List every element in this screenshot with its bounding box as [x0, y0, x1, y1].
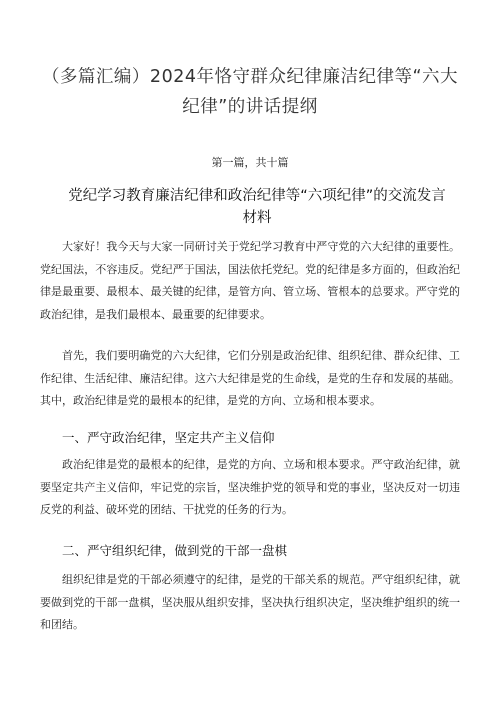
section-label: 第一篇，共十篇 — [211, 156, 289, 169]
section-heading: 二、严守组织纪律，做到党的干部一盘棋 — [62, 543, 288, 558]
document-title: （多篇汇编）2024年恪守群众纪律廉洁纪律等“六大纪律”的讲话提纲 — [41, 67, 459, 117]
article-subtitle: 党纪学习教育廉洁纪律和政治纪律等“六项纪律”的交流发言材料 — [68, 188, 446, 226]
intro-paragraph: 大家好！我今天与大家一同研讨关于党纪学习教育中严守党的六大纪律的重要性。党纪国法，不容违反。党纪严于国法，国法依托党纪。党的纪律是多方面的，但政治纪律是最重要、最根本、最关键的纪律，是管方向、管立场、管根本的总要求。严守党的政治纪律，是我们最根本、最重要的纪律要求。 — [40, 240, 460, 321]
section-body: 政治纪律是党的最根本的纪律，是党的方向、立场和根本要求。严守政治纪律，就要坚定共产主义信仰，牢记党的宗旨，坚决维护党的领导和党的事业，坚决反对一切违反党的利益、破坏党的团结、干扰党的任务的行为。 — [40, 458, 460, 516]
body-paragraph: 首先，我们要明确党的六大纪律，它们分别是政治纪律、组织纪律、群众纪律、工作纪律、生活纪律、廉洁纪律。这六大纪律是党的生命线，是党的生存和发展的基础。其中，政治纪律是党的最根本的纪律，是党的方向、立场和根本要求。 — [40, 349, 460, 407]
section-heading: 一、严守政治纪律，坚定共产主义信仰 — [62, 430, 275, 445]
section-body: 组织纪律是党的干部必须遵守的纪律，是党的干部关系的规范。严守组织纪律，就要做到党的干部一盘棋，坚决服从组织安排，坚决执行组织决定，坚决维护组织的统一和团结。 — [40, 573, 460, 631]
